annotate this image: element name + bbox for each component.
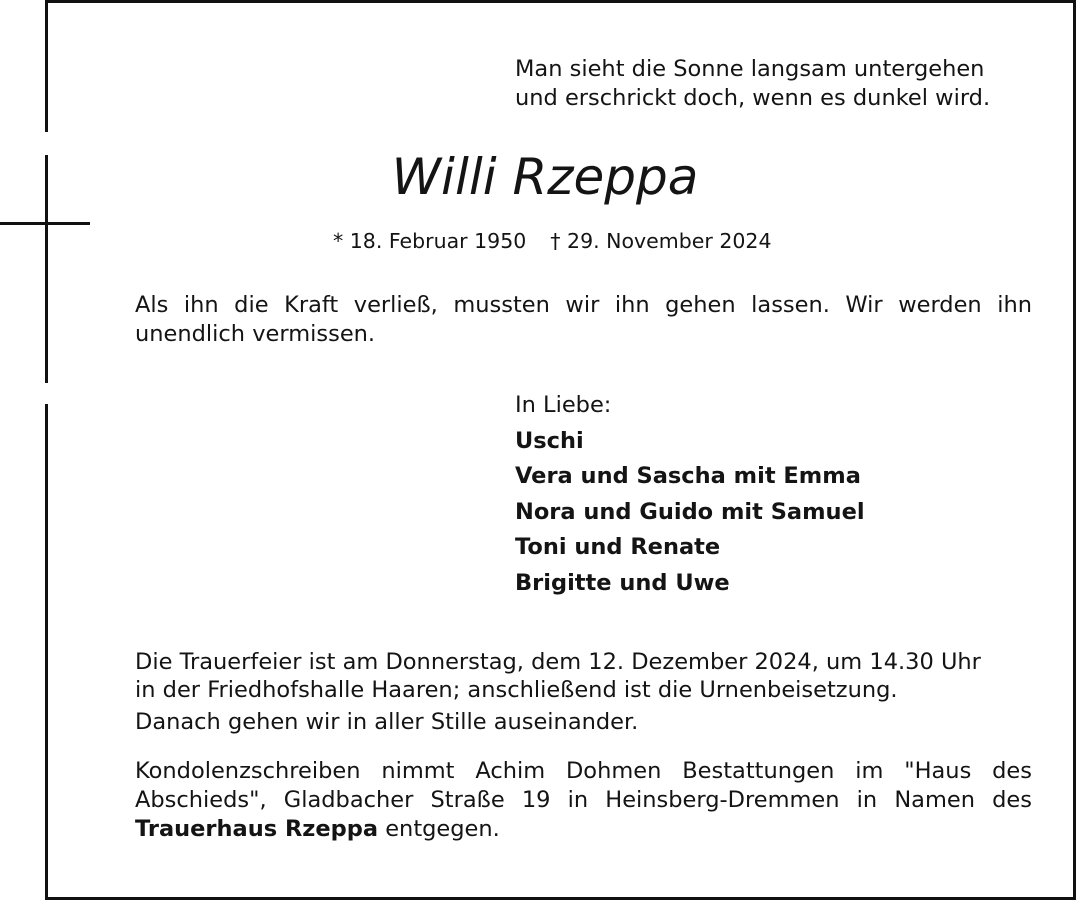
birth-date: * 18. Februar 1950 [333,229,527,253]
ceremony-info [135,648,1035,704]
ceremony-line-1: Die Trauerfeier ist am Donnerstag, dem 12. Dezember 2024, um 14.30 Uhr [135,649,981,675]
family-signatures [515,388,865,601]
family-member: Uschi [515,427,584,454]
cross-horizontal-beam [0,222,90,225]
motto-line-1: Man sieht die Sonne langsam untergehen [515,56,985,82]
condolence-end: entgegen. [385,816,500,842]
family-intro: In Liebe: [515,392,612,418]
frame-left-border-lower [45,404,48,900]
after-ceremony-note: Danach gehen wir in aller Stille auseinander. [135,709,639,735]
condolence-text: Kondolenzschreiben nimmt Achim Dohmen Bestattungen im "Haus des Abschieds", Gladbacher Straße 19 in Heinsberg-Dremmen in Namen des [135,758,1032,813]
motto-quote [515,55,1045,113]
motto-line-2: und erschrickt doch, wenn es dunkel wird. [515,85,991,111]
death-date: † 29. November 2024 [550,229,772,253]
family-member: Toni und Renate [515,534,721,560]
deceased-name: Willi Rzeppa [391,148,699,206]
frame-top-border [46,0,1076,3]
family-member: Brigitte und Uwe [515,569,730,596]
frame-left-border-upper [45,0,48,132]
life-dates [333,227,772,255]
ceremony-line-2: in der Friedhofshalle Haaren; anschließend ist die Urnenbeisetzung. [135,677,898,703]
family-member: Nora und Guido mit Samuel [515,498,865,525]
farewell-text: Als ihn die Kraft verließ, mussten wir ihn gehen lassen. Wir werden ihn unendlich vermissen. [135,292,1032,347]
family-member: Vera und Sascha mit Emma [515,463,861,489]
condolence-info [135,757,1032,844]
mourning-house: Trauerhaus Rzeppa [135,816,379,842]
